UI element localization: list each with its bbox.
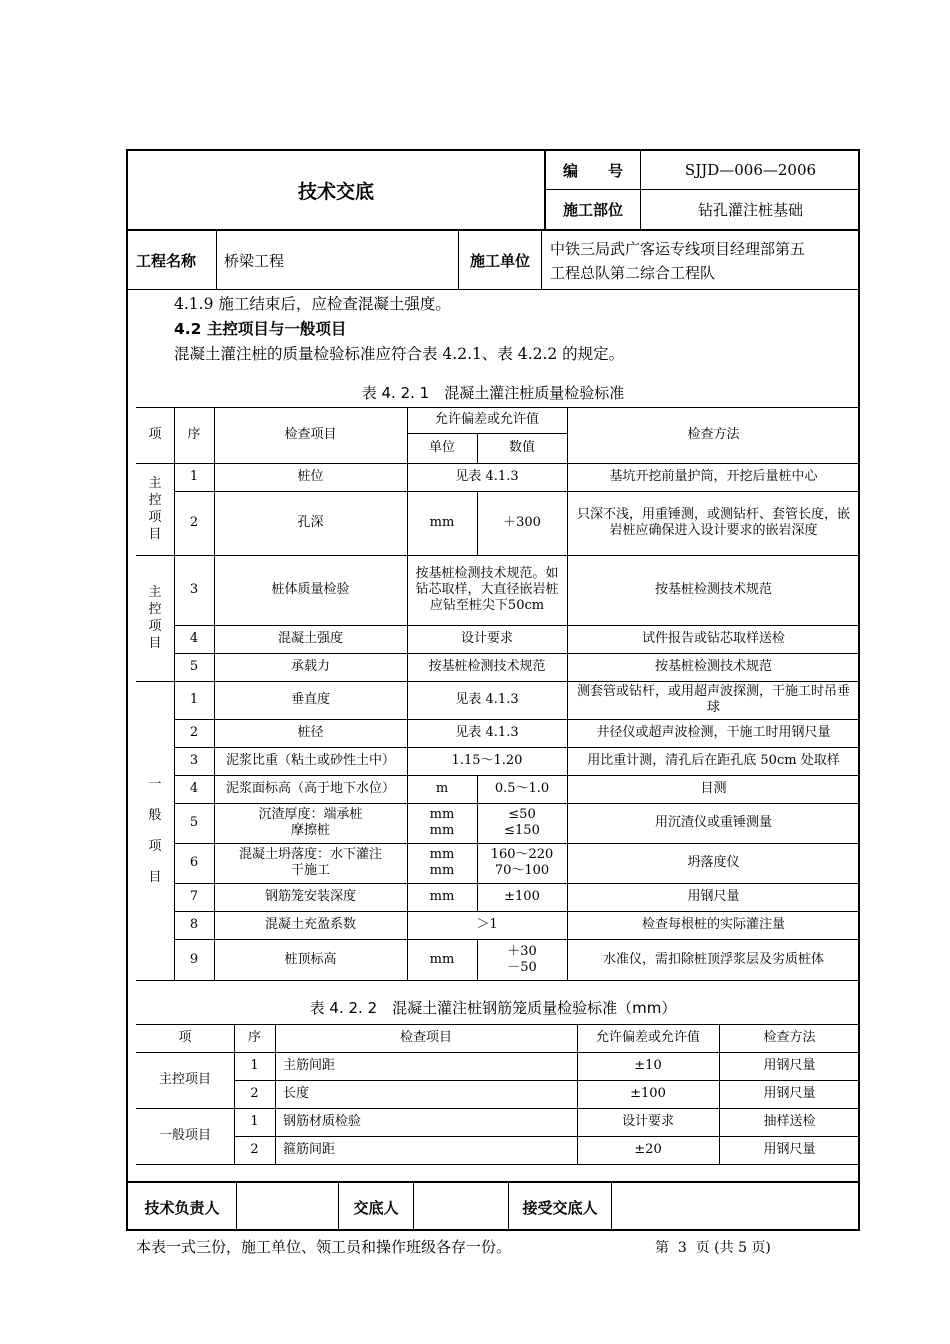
table-row-seq: 8 <box>189 917 199 932</box>
table-row-check: 承载力 <box>290 659 330 674</box>
table-row-allowance: ±100 <box>630 1086 666 1101</box>
table-row-seq: 4 <box>189 631 199 646</box>
table-row-method: 井径仪或超声波检测，干施工时用钢尺量 <box>596 725 831 740</box>
table-row-seq: 4 <box>189 781 199 796</box>
table-row-method: 只深不浅，用重锤测，或测钻杆、套管长度，嵌岩桩应确保进入设计要求的嵌岩深度 <box>576 507 850 538</box>
table-row-seq: 1 <box>250 1114 259 1129</box>
section-heading-4-2: 4.2 主控项目与一般项目 <box>174 320 347 338</box>
project-value: 桥梁工程 <box>224 251 285 270</box>
table-row-method: 基坑开挖前量护筒，开挖后量桩中心 <box>609 469 818 484</box>
table-row-unit: mm <box>429 951 455 967</box>
header-allowance: 允许偏差或允许值 <box>595 1030 700 1045</box>
group-main: 主控项目 <box>158 1072 211 1087</box>
table-row-check: 沉渣厚度：端承桩 摩擦桩 <box>258 807 363 838</box>
table-row-allowance: 按基桩检测技术规范。如钻芯取样，大直径嵌岩桩应钻至桩尖下50cm <box>415 566 559 613</box>
table-row-allowance: 按基桩检测技术规范 <box>428 659 546 674</box>
project-label: 工程名称 <box>136 251 197 270</box>
table-row-check: 主筋间距 <box>283 1058 336 1073</box>
table-4-2-2 <box>136 1024 860 1165</box>
table-row-seq: 2 <box>189 515 199 530</box>
table2-caption: 表 4. 2. 2 混凝土灌注桩钢筋笼质量检验标准（mm） <box>309 999 677 1017</box>
header-item: 项 <box>178 1030 192 1045</box>
header-item: 项 <box>148 427 162 442</box>
table-row-check: 混凝土充盈系数 <box>264 917 356 932</box>
table-row-allowance: 见表 4.1.3 <box>455 725 519 740</box>
table-row-method: 用沉渣仪或重锤测量 <box>654 815 772 830</box>
page-number: 第 3 页 (共 5 页) <box>655 1240 771 1256</box>
table-row-method: 用钢尺量 <box>763 1142 816 1157</box>
table-row-method: 按基桩检测技术规范 <box>654 659 772 674</box>
table-row-method: 测套管或钻杆，或用超声波探测，干施工时吊垂球 <box>576 684 850 715</box>
table-row-allowance: 设计要求 <box>460 631 513 646</box>
table-row-check: 垂直度 <box>290 692 330 707</box>
table-row-unit: mm <box>429 515 455 530</box>
receiver-label: 接受交底人 <box>522 1198 598 1217</box>
tech-lead-label: 技术负责人 <box>144 1198 220 1217</box>
tech-lead-signature-field[interactable] <box>237 1183 338 1231</box>
header-method: 检查方法 <box>687 427 740 442</box>
table-row-method: 目测 <box>700 781 727 796</box>
table-row-seq: 1 <box>250 1058 259 1073</box>
table-row-seq: 7 <box>189 889 199 904</box>
table-row-seq: 2 <box>250 1086 259 1101</box>
unit-value: 中铁三局武广客运专线项目经理部第五 工程总队第二综合工程队 <box>550 240 806 282</box>
table-row-check: 泥浆比重（粘土或砂性土中） <box>225 753 395 768</box>
number-label: 编 号 <box>562 161 623 180</box>
table-row-method: 水准仪，需扣除桩顶浮浆层及劣质桩体 <box>602 951 824 967</box>
document-frame <box>126 149 860 1231</box>
table-row-value: 160～220 70～100 <box>490 847 554 878</box>
table-row-value: ＋30 －50 <box>507 944 537 975</box>
table-row-check: 桩位 <box>297 469 324 484</box>
header-allowance: 允许偏差或允许值 <box>434 412 539 427</box>
group-general: 一般项目 <box>158 1128 211 1143</box>
table-row-check: 桩径 <box>297 725 324 740</box>
table-row-method: 用比重计测，清孔后在距孔底 50cm 处取样 <box>587 753 840 768</box>
table-row-check: 孔深 <box>297 515 324 530</box>
table-row-method: 用钢尺量 <box>687 889 740 904</box>
table-row-check: 钢筋材质检验 <box>283 1114 362 1129</box>
table-row-method: 抽样送检 <box>763 1114 816 1129</box>
table-row-seq: 3 <box>189 582 199 597</box>
table-row-check: 长度 <box>283 1086 310 1101</box>
header-value: 数值 <box>508 440 535 455</box>
table-row-method: 试件报告或钻芯取样送检 <box>641 631 785 646</box>
table-row-check: 桩体质量检验 <box>271 582 350 597</box>
table-row-seq: 6 <box>189 855 199 870</box>
table-row-seq: 2 <box>189 725 199 740</box>
table-row-seq: 1 <box>189 692 199 707</box>
receiver-signature-field[interactable] <box>612 1183 860 1231</box>
part-value: 钻孔灌注桩基础 <box>697 201 803 219</box>
number-value: SJJD—006—2006 <box>684 161 817 179</box>
table-row-unit: mm <box>429 889 455 904</box>
handover-label: 交底人 <box>353 1198 399 1217</box>
header-check-item: 检查项目 <box>284 427 337 442</box>
table-row-allowance: ±20 <box>634 1142 662 1157</box>
table-row-check: 箍筋间距 <box>283 1142 336 1157</box>
table-row-check: 混凝土强度 <box>277 631 343 646</box>
document-title: 技术交底 <box>297 180 374 203</box>
header-seq: 序 <box>187 427 201 442</box>
table-row-seq: 9 <box>189 951 199 967</box>
table-row-allowance: ±10 <box>634 1058 662 1073</box>
table-row-check: 桩顶标高 <box>284 951 337 967</box>
table-row-method: 用钢尺量 <box>763 1058 816 1073</box>
table-row-value: ≤50 ≤150 <box>504 807 540 838</box>
table-row-method: 检查每根桩的实际灌注量 <box>641 917 785 932</box>
table-row-method: 坍落度仪 <box>687 855 740 870</box>
paragraph-intro: 混凝土灌注桩的质量检验标准应符合表 4.2.1、表 4.2.2 的规定。 <box>174 345 625 363</box>
table-row-seq: 5 <box>189 815 199 830</box>
table-row-method: 按基桩检测技术规范 <box>654 582 772 597</box>
table-row-allowance: 设计要求 <box>621 1114 674 1129</box>
unit-label: 施工单位 <box>469 251 530 270</box>
header-method: 检查方法 <box>763 1030 816 1045</box>
table-row-seq: 5 <box>189 659 199 674</box>
table-row-allowance: 1.15～1.20 <box>451 753 523 768</box>
table-row-value: ±100 <box>504 889 540 904</box>
footer-note: 本表一式三份，施工单位、领工员和操作班级各存一份。 <box>136 1238 512 1256</box>
table1-caption: 表 4. 2. 1 混凝土灌注桩质量检验标准 <box>361 384 625 402</box>
table-row-allowance: ＞1 <box>476 917 498 932</box>
table-row-unit: mm mm <box>429 807 455 838</box>
table-row-unit: mm mm <box>429 847 455 878</box>
table-row-unit: m <box>435 781 449 796</box>
paragraph-4-1-9: 4.1.9 施工结束后，应检查混凝土强度。 <box>174 295 451 313</box>
part-label: 施工部位 <box>562 201 623 219</box>
header-unit: 单位 <box>428 440 455 455</box>
table-row-method: 用钢尺量 <box>763 1086 816 1101</box>
group-main-1: 主控项目 <box>148 476 162 542</box>
table-row-seq: 1 <box>189 469 199 484</box>
table-row-check: 混凝土坍落度：水下灌注 干施工 <box>238 847 382 878</box>
group-general: 一般项目 <box>148 776 162 885</box>
header-check-item: 检查项目 <box>399 1030 452 1045</box>
table-row-seq: 3 <box>189 753 199 768</box>
table-row-check: 泥浆面标高（高于地下水位） <box>225 781 395 796</box>
table-row-check: 钢筋笼安装深度 <box>264 889 356 904</box>
table-row-value: ＋300 <box>503 515 541 530</box>
table-row-value: 0.5～1.0 <box>494 781 550 796</box>
table-4-2-1 <box>136 407 860 981</box>
header-seq: 序 <box>247 1030 261 1045</box>
handover-signature-field[interactable] <box>414 1183 508 1231</box>
table-row-allowance: 见表 4.1.3 <box>455 469 519 484</box>
table-row-allowance: 见表 4.1.3 <box>455 692 519 707</box>
table-row-seq: 2 <box>250 1142 259 1157</box>
group-main-2: 主控项目 <box>148 585 162 651</box>
